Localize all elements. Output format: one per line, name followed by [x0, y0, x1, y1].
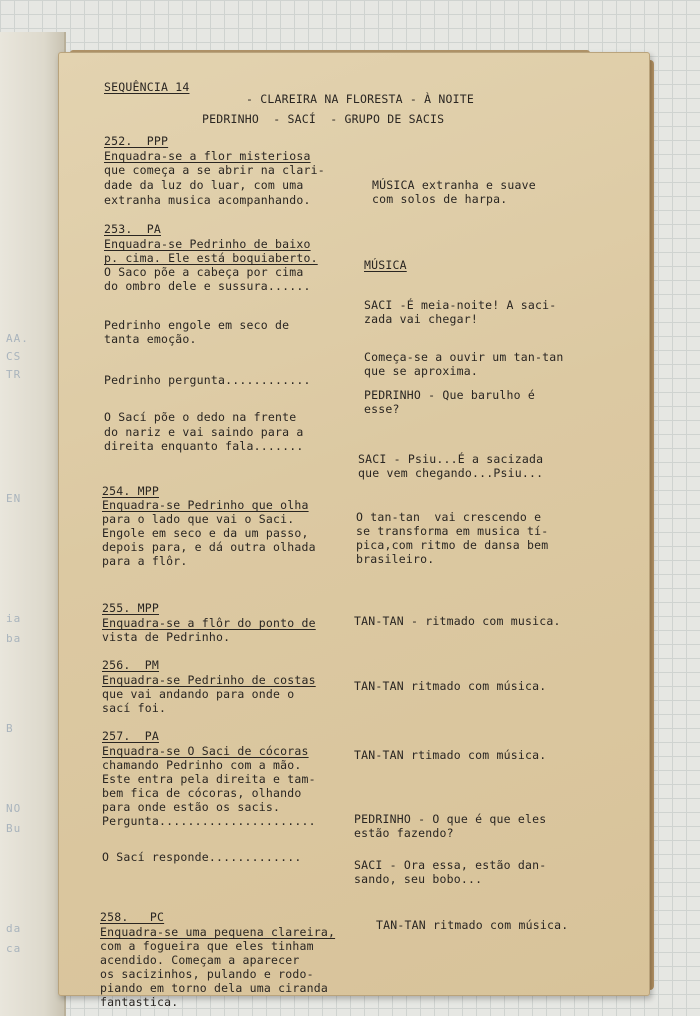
shot-line: os sacizinhos, pulando e rodo- — [100, 967, 314, 981]
dialogue-line: SACI - Ora essa, estão dan- — [354, 858, 547, 872]
shot-line: p. cima. Ele está boquiaberto. — [104, 251, 318, 265]
shot-line: depois para, e dá outra olhada — [102, 540, 316, 554]
shot-line: Enquadra-se Pedrinho que olha — [102, 498, 309, 512]
dialogue-line: esse? — [364, 402, 400, 416]
action-line: tanta emoção. — [104, 332, 197, 346]
shot-number: 258. PC — [100, 910, 165, 924]
shot-number: 252. PPP — [104, 134, 169, 148]
audio-line: pica,com ritmo de dansa bem — [356, 538, 549, 552]
audio-line: O tan-tan vai crescendo e — [356, 510, 542, 524]
shot-line: piando em torno dela uma ciranda — [100, 981, 328, 995]
characters-heading: PEDRINHO - SACÍ - GRUPO DE SACIS — [202, 112, 445, 126]
shot-number: 254. MPP — [102, 484, 159, 498]
action-line: Pedrinho pergunta............ — [104, 373, 311, 387]
shot-line: Pergunta...................... — [102, 814, 316, 828]
audio-line: MÚSICA — [364, 258, 407, 272]
ghost-text: TR — [6, 368, 22, 381]
audio-line: se transforma em musica tí- — [356, 524, 549, 538]
dialogue-line: zada vai chegar! — [364, 312, 478, 326]
action-line: do nariz e vai saindo para a — [104, 425, 304, 439]
ghost-text: EN — [6, 492, 22, 505]
shot-line: bem fica de cócoras, olhando — [102, 786, 302, 800]
dialogue-line: que vem chegando...Psiu... — [358, 466, 544, 480]
shot-line: extranha musica acompanhando. — [104, 193, 311, 207]
shot-line: para onde estão os sacis. — [102, 800, 281, 814]
shot-line: sací foi. — [102, 701, 167, 715]
shot-line: Este entra pela direita e tam- — [102, 772, 316, 786]
shot-line: O Saco põe a cabeça por cima — [104, 265, 304, 279]
shot-line: do ombro dele e sussura...... — [104, 279, 311, 293]
shot-line: Engole em seco e da um passo, — [102, 526, 309, 540]
left-facing-page — [0, 32, 66, 1016]
dialogue-line: estão fazendo? — [354, 826, 454, 840]
audio-line: TAN-TAN ritmado com música. — [354, 679, 547, 693]
shot-line: Enquadra-se Pedrinho de baixo — [104, 237, 311, 251]
shot-line: Enquadra-se uma pequena clareira, — [100, 925, 336, 939]
action-line: direita enquanto fala....... — [104, 439, 304, 453]
ghost-text: NO — [6, 802, 22, 815]
shot-number: 255. MPP — [102, 601, 159, 615]
action-line: O Sací põe o dedo na frente — [104, 410, 297, 424]
shot-line: chamando Pedrinho com a mão. — [102, 758, 302, 772]
audio-line: com solos de harpa. — [372, 192, 508, 206]
shot-line: que começa a se abrir na clari- — [104, 163, 325, 177]
audio-line: brasileiro. — [356, 552, 435, 566]
shot-line: acendido. Começam a aparecer — [100, 953, 300, 967]
shot-number: 256. PM — [102, 658, 159, 672]
action-line: O Sací responde............. — [102, 850, 302, 864]
ghost-text: AA. — [6, 332, 29, 345]
shot-line: com a fogueira que eles tinham — [100, 939, 314, 953]
shot-line: Enquadra-se Pedrinho de costas — [102, 673, 316, 687]
action-line: Pedrinho engole em seco de — [104, 318, 290, 332]
shot-line: para o lado que vai o Saci. — [102, 512, 295, 526]
ghost-text: B — [6, 722, 14, 735]
dialogue-line: SACI - Psiu...É a sacizada — [358, 452, 544, 466]
audio-line: TAN-TAN - ritmado com musica. — [354, 614, 561, 628]
shot-line: que vai andando para onde o — [102, 687, 295, 701]
audio-line: TAN-TAN ritmado com música. — [376, 918, 569, 932]
shot-line: fantastica. — [100, 995, 179, 1009]
shot-line: dade da luz do luar, com uma — [104, 178, 304, 192]
shot-line: para a flôr. — [102, 554, 188, 568]
dialogue-line: PEDRINHO - O que é que eles — [354, 812, 547, 826]
ghost-text: ba — [6, 632, 22, 645]
ghost-text: Bu — [6, 822, 22, 835]
audio-line: que se aproxima. — [364, 364, 478, 378]
ghost-text: ca — [6, 942, 22, 955]
ghost-text: da — [6, 922, 22, 935]
audio-line: MÚSICA extranha e suave — [372, 178, 536, 192]
dialogue-line: PEDRINHO - Que barulho é — [364, 388, 535, 402]
ghost-text: ia — [6, 612, 22, 625]
audio-line: TAN-TAN rtimado com música. — [354, 748, 547, 762]
shot-line: vista de Pedrinho. — [102, 630, 231, 644]
shot-number: 257. PA — [102, 729, 159, 743]
audio-line: Começa-se a ouvir um tan-tan — [364, 350, 564, 364]
shot-number: 253. PA — [104, 222, 161, 236]
sequence-title: SEQUÊNCIA 14 — [104, 80, 190, 94]
shot-line: Enquadra-se O Saci de cócoras — [102, 744, 309, 758]
dialogue-line: sando, seu bobo... — [354, 872, 483, 886]
shot-line: Enquadra-se a flor misteriosa — [104, 149, 311, 163]
ghost-text: CS — [6, 350, 22, 363]
location-heading: - CLAREIRA NA FLORESTA - À NOITE — [246, 92, 474, 106]
shot-line: Enquadra-se a flôr do ponto de — [102, 616, 316, 630]
dialogue-line: SACI -É meia-noite! A saci- — [364, 298, 557, 312]
